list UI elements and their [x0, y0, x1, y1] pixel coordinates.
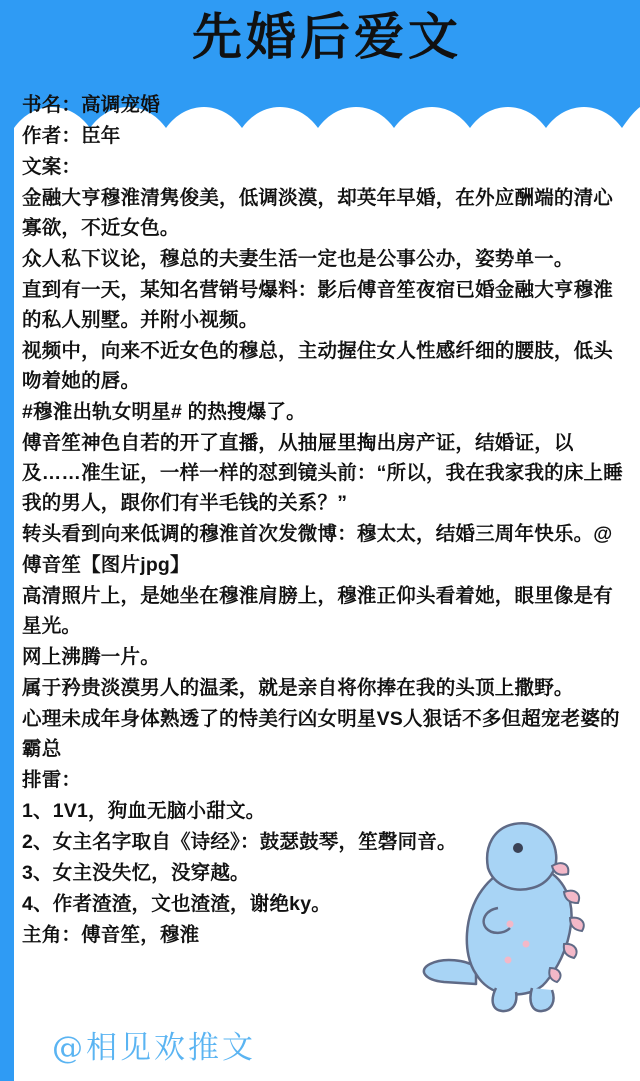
body-line: 文案：: [22, 156, 82, 178]
body-line: 傅音笙神色自若的开了直播，从抽屉里掏出房产证，结婚证，以及……准生证，一样一样的怼到镜头前：“所以，我在我家我的床上睡我的男人，跟你们有半毛钱的关系？”: [22, 432, 623, 514]
body-line: 排雷：: [22, 769, 82, 791]
body-line: 视频中，向来不近女色的穆总，主动握住女人性感纤细的腰肢，低头吻着她的唇。: [22, 340, 614, 392]
body-line: 高清照片上，是她坐在穆淮肩膀上，穆淮正仰头看着她，眼里像是有星光。: [22, 585, 614, 637]
body-line: 心理未成年身体熟透了的恃美行凶女明星VS人狠话不多但超宠老婆的霸总: [22, 708, 620, 760]
body-line: #穆淮出轨女明星# 的热搜爆了。: [22, 401, 306, 423]
body-line: 众人私下议论，穆总的夫妻生活一定也是公事公办，姿势单一。: [22, 248, 574, 270]
body-line: 4、作者渣渣，文也渣渣，谢绝ky。: [22, 893, 331, 915]
body-line: 作者：臣年: [22, 125, 121, 147]
body-line: 2、女主名字取自《诗经》：鼓瑟鼓琴，笙磬同音。: [22, 831, 457, 853]
left-blue-bar: [0, 0, 14, 1081]
dinosaur-icon: [414, 804, 604, 1019]
body-line: 傅音笙【图片jpg】: [22, 554, 190, 576]
body-line: 网上沸腾一片。: [22, 646, 160, 668]
page-title: 先婚后爱文: [192, 8, 462, 66]
body-line: 1、1V1，狗血无脑小甜文。: [22, 800, 266, 822]
body-line: 属于矜贵淡漠男人的温柔，就是亲自将你捧在我的头顶上撒野。: [22, 677, 574, 699]
body-line: 主角：傅音笙，穆淮: [22, 924, 200, 946]
body-line: 书名：高调宠婚: [22, 94, 160, 116]
body-line: 3、女主没失忆，没穿越。: [22, 862, 250, 884]
body-line: 金融大亨穆淮清隽俊美，低调淡漠，却英年早婚，在外应酬端的清心寡欲，不近女色。: [22, 187, 614, 239]
watermark-text: @相见欢推文: [52, 1030, 256, 1066]
body-line: 直到有一天，某知名营销号爆料：影后傅音笙夜宿已婚金融大亨穆淮的私人别墅。并附小视频。: [22, 279, 614, 331]
body-line: 转头看到向来低调的穆淮首次发微博：穆太太，结婚三周年快乐。@: [22, 523, 613, 545]
